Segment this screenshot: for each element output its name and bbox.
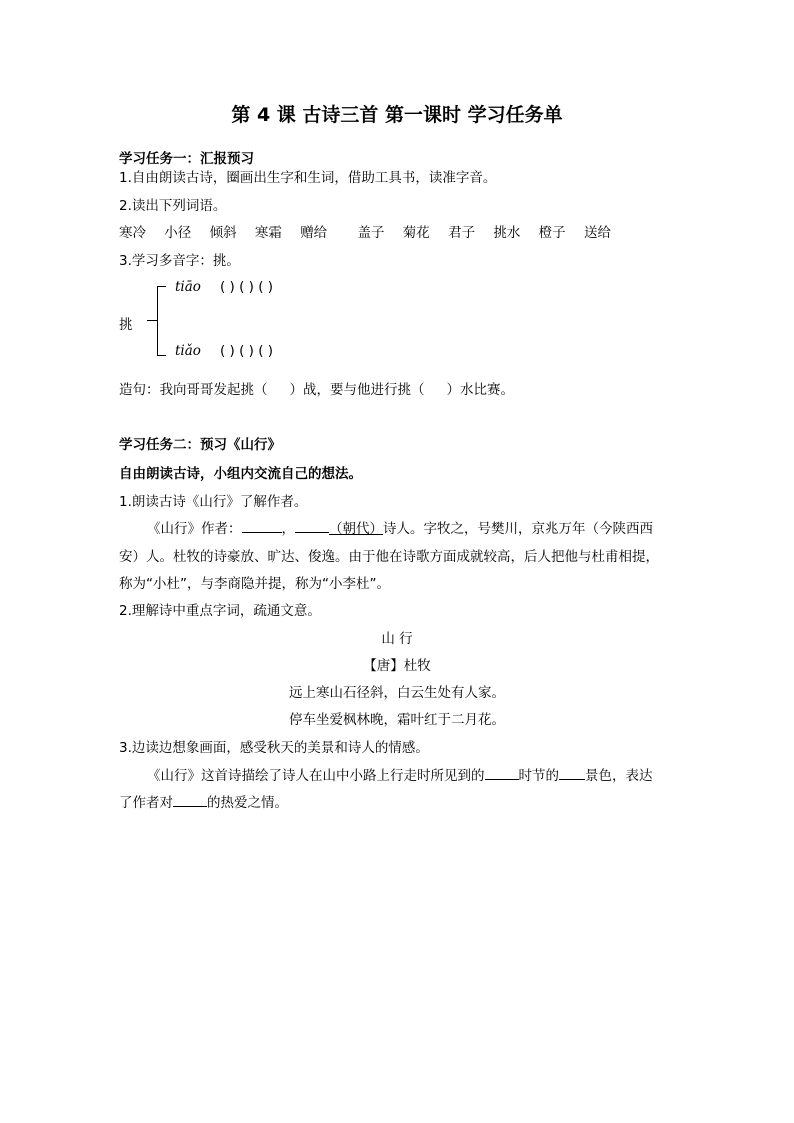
summary-text: 景色，表达: [585, 768, 653, 784]
summary-line1: [147, 764, 653, 784]
sentence-part: 造句：我向哥哥发起挑（: [119, 382, 268, 398]
task1-heading: 学习任务一：汇报预习: [119, 151, 254, 167]
task2-item3: 3.边读边想象画面，感受秋天的美景和诗人的情感。: [119, 740, 429, 756]
sentence-practice: [119, 378, 514, 398]
dynasty-blank[interactable]: [295, 520, 329, 533]
vocab-word: 赠给: [300, 225, 328, 241]
task1-item2: 2.读出下列词语。: [119, 198, 227, 214]
task1-item1: 1.自由朗读古诗，圈画出生字和生词，借助工具书，读准字音。: [119, 170, 497, 186]
season-blank[interactable]: [485, 767, 519, 780]
summary-line2: [119, 791, 288, 811]
summary-text: 《山行》这首诗描绘了诗人在山中小路上行走时所见到的: [147, 768, 485, 784]
author-line2: 安）人。杜牧的诗豪放、旷达、俊逸。由于他在诗歌方面成就较高，后人把他与杜甫相提，: [119, 549, 659, 565]
dynasty-label: （朝代）: [329, 521, 383, 537]
author-text: 《山行》作者：: [147, 521, 242, 537]
task2-heading: 学习任务二：预习《山行》: [119, 437, 281, 453]
vocab-word: 菊花: [402, 225, 430, 241]
vocab-word: 君子: [448, 225, 476, 241]
task1-item3: 3.学习多音字：挑。: [119, 253, 240, 269]
word-slots-1: ( ) ( ) ( ): [220, 279, 274, 295]
vocab-word: 寒霜: [254, 225, 282, 241]
summary-text: 时节的: [518, 768, 559, 784]
vocab-word: 橙子: [538, 225, 566, 241]
vocab-word: 挑水: [493, 225, 521, 241]
poem-title: 山 行: [381, 631, 413, 647]
polyphonic-char: 挑: [119, 317, 133, 333]
task2-item2: 2.理解诗中重点字词，疏通文意。: [119, 603, 321, 619]
author-text: 诗人。字牧之，号樊川，京兆万年（今陕西西: [383, 521, 653, 537]
sentence-part: ）战，要与他进行挑（: [289, 382, 425, 398]
vocab-word: 盖子: [357, 225, 385, 241]
vocab-list: [119, 221, 625, 241]
bracket: [157, 286, 166, 356]
vocab-word: 小径: [164, 225, 192, 241]
poem-line2: 停车坐爱枫林晚，霜叶红于二月花。: [289, 712, 505, 728]
word-slots-2: ( ) ( ) ( ): [220, 343, 274, 359]
pinyin-tiao1: tiāo: [175, 279, 201, 295]
poem-line1: 远上寒山石径斜，白云生处有人家。: [289, 685, 505, 701]
author-line3: 称为“小杜”，与李商隐并提，称为“小李杜”。: [119, 576, 390, 592]
author-line: [147, 517, 653, 537]
object-blank[interactable]: [173, 794, 207, 807]
task2-intro: 自由朗读古诗，小组内交流自己的想法。: [119, 466, 362, 482]
poem-author: 【唐】杜牧: [363, 658, 431, 674]
summary-text: 的热爱之情。: [207, 795, 288, 811]
vocab-word: 寒冷: [119, 225, 146, 241]
page-title: 第 4 课 古诗三首 第一课时 学习任务单: [231, 104, 563, 126]
sentence-part: ）水比赛。: [446, 382, 514, 398]
author-text: ，: [281, 521, 295, 537]
summary-text: 了作者对: [119, 795, 173, 811]
vocab-word: 倾斜: [209, 225, 237, 241]
vocab-word: 送给: [583, 225, 611, 241]
task2-item1: 1.朗读古诗《山行》了解作者。: [119, 494, 308, 510]
pinyin-tiao3: tiǎo: [175, 343, 201, 359]
author-blank[interactable]: [242, 520, 282, 533]
scenery-blank[interactable]: [559, 767, 585, 780]
bracket-tip: [147, 320, 157, 321]
